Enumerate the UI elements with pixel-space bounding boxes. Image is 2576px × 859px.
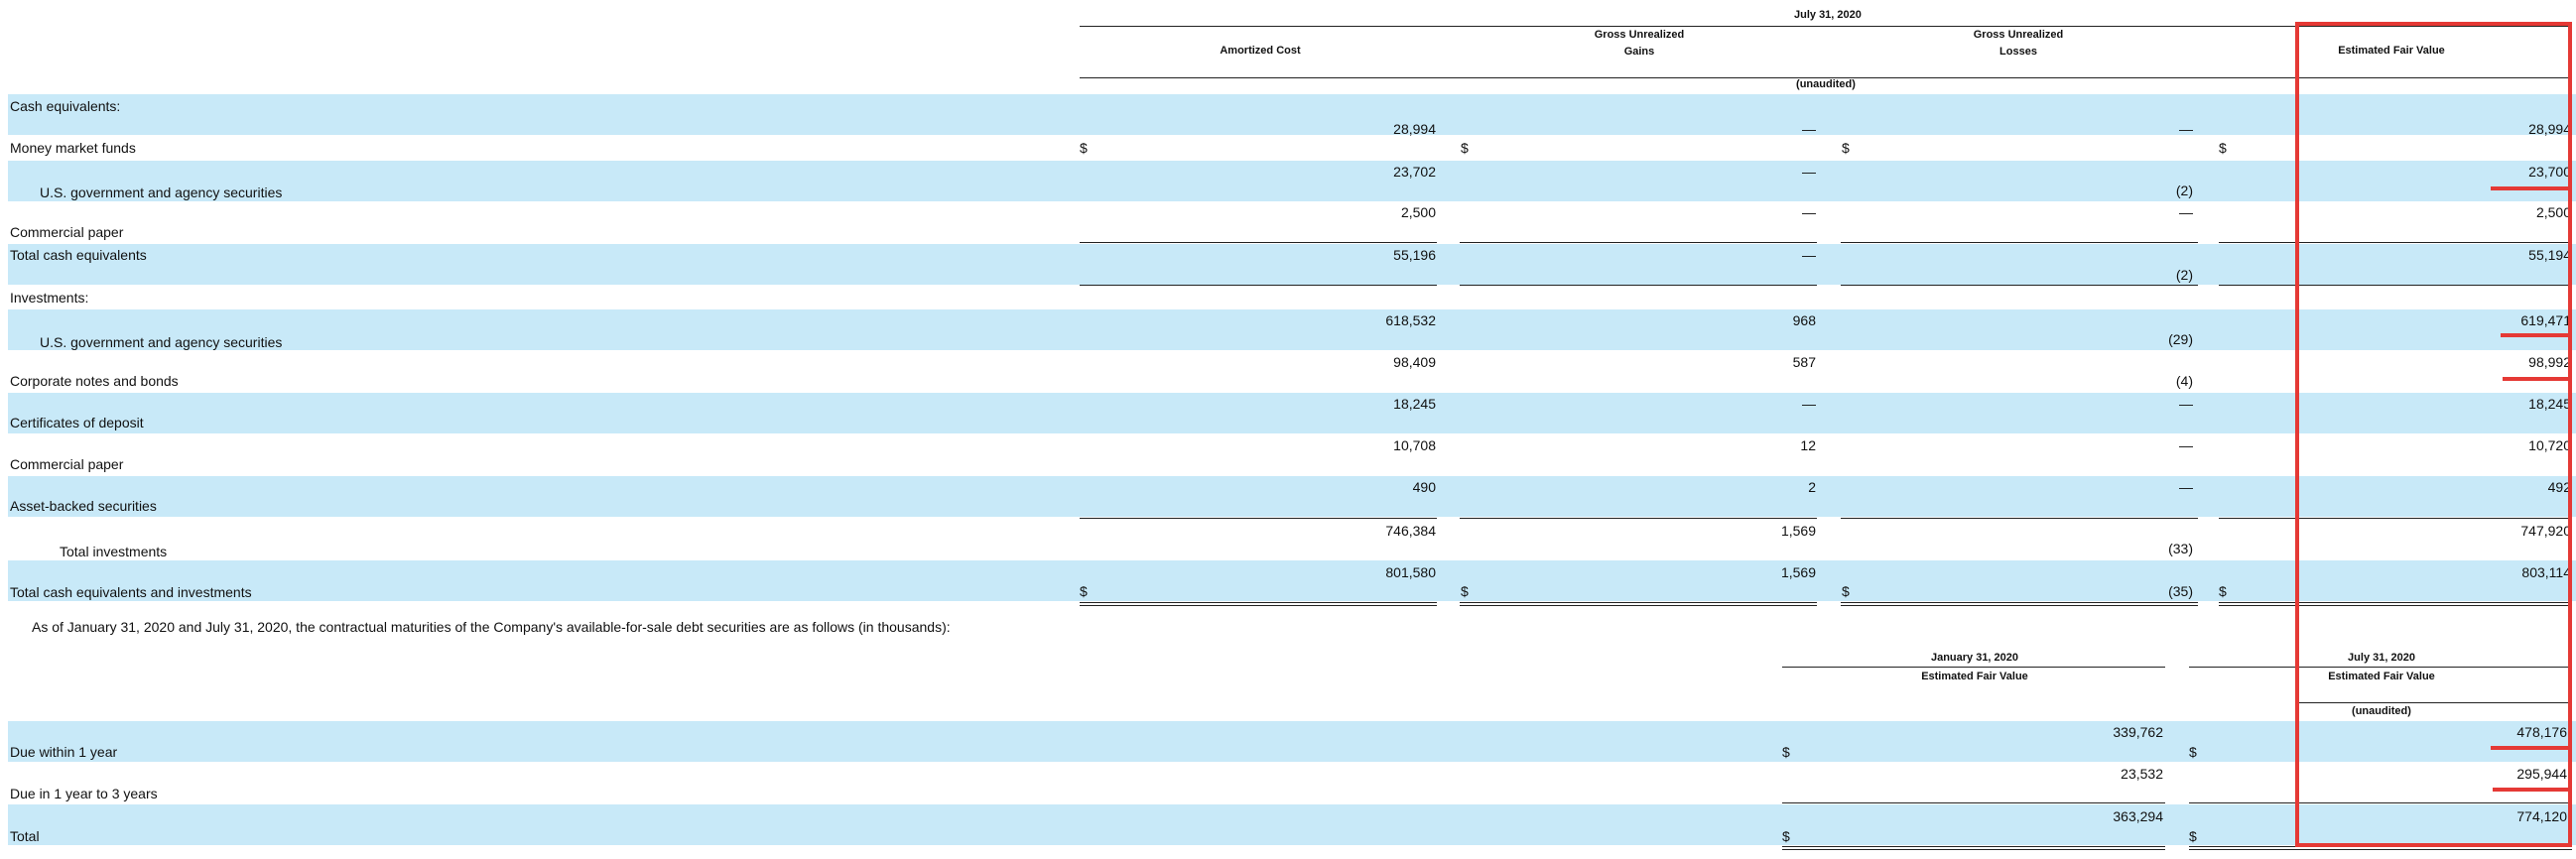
cell-fair-value: 747,920 [2520,523,2571,539]
currency-sign: $ [2189,828,2197,844]
red-underline-mark [2491,746,2572,750]
currency-sign: $ [2219,140,2227,156]
currency-sign: $ [1461,583,1469,599]
cell-fair-value: 23,700 [2528,164,2571,180]
maturity-intro: As of January 31, 2020 and July 31, 2020, the contractual maturities of the Company's available-for-sale debt securities are as follows (in thousands): [32,619,951,635]
currency-sign: $ [1461,140,1469,156]
currency-sign: $ [1080,140,1088,156]
cell-losses: (33) [2168,541,2193,556]
subtotal-line [1841,242,2198,243]
row-label-due-1y: Due within 1 year [10,744,118,760]
cell-fair-value: 619,471 [2520,312,2571,328]
cell-jan-fair: 23,532 [2121,766,2163,782]
row-label-total-all: Total cash equivalents and investments [10,584,252,600]
subtotal-line [1460,242,1817,243]
row-label-cp-cash: Commercial paper [10,224,124,240]
cell-gains: — [1802,121,1816,137]
cell-fair-value: 492 [2547,479,2571,495]
cell-gains: 1,569 [1780,523,1816,539]
cell-amortized: 28,994 [1393,121,1436,137]
cell-jul-fair: 478,176 [2516,724,2567,740]
grand-total-underline [1460,602,1817,606]
cell-amortized: 746,384 [1385,523,1436,539]
total-underline [1841,285,2198,286]
cell-losses: (35) [2168,583,2193,599]
col-header-gains: Gross Unrealized Gains [1594,29,1685,58]
col-header-losses: Gross Unrealized Losses [1973,29,2064,58]
cell-amortized: 2,500 [1400,204,1436,220]
total-underline [1460,285,1817,286]
subtotal-line [1080,242,1437,243]
cell-losses: (4) [2175,373,2193,389]
cell-gains: — [1802,164,1816,180]
currency-sign: $ [1080,583,1088,599]
subtotal-line [1841,518,2198,519]
row-label-money-market: Money market funds [10,140,136,156]
cell-losses: (2) [2175,267,2193,283]
cell-gains: 968 [1792,312,1816,328]
cell-amortized: 490 [1412,479,1436,495]
cell-amortized: 801,580 [1385,564,1436,580]
period-header: July 31, 2020 [1794,9,1862,21]
unaudited-label: (unaudited) [1796,78,1856,90]
subtotal-line [1080,518,1437,519]
cell-gains: 12 [1800,437,1816,453]
maturity-col1-underline [1782,667,2165,668]
section-cash-equivalents: Cash equivalents: [10,98,121,114]
cell-losses: — [2179,437,2193,453]
row-label-total-investments: Total investments [60,544,168,559]
grand-total-underline [1080,602,1437,606]
cell-fair-value: 18,245 [2528,396,2571,412]
cell-gains: 1,569 [1780,564,1816,580]
currency-sign: $ [2219,583,2227,599]
cell-jan-fair: 363,294 [2113,808,2163,824]
col-header-fair-value: Estimated Fair Value [2338,45,2445,57]
cell-amortized: 23,702 [1393,164,1436,180]
row-label-maturity-total: Total [10,828,40,844]
row-label-cd: Certificates of deposit [10,415,144,430]
red-underline-mark [2493,788,2572,792]
cell-jul-fair: 295,944 [2516,766,2567,782]
row-label-usgov-inv: U.S. government and agency securities [40,334,283,350]
grand-total-underline [1782,846,2165,850]
cell-amortized: 55,196 [1393,247,1436,263]
currency-sign: $ [1842,140,1850,156]
currency-sign: $ [1842,583,1850,599]
currency-sign: $ [2189,744,2197,760]
cell-jul-fair: 774,120 [2516,808,2567,824]
cell-fair-value: 55,194 [2528,247,2571,263]
currency-sign: $ [1782,744,1790,760]
cell-fair-value: 10,720 [2528,437,2571,453]
cell-gains: — [1802,396,1816,412]
cell-losses: — [2179,479,2193,495]
cell-fair-value: 28,994 [2528,121,2571,137]
maturity-col2-unaudited: (unaudited) [2352,705,2411,717]
cell-amortized: 18,245 [1393,396,1436,412]
total-underline [1080,285,1437,286]
red-underline-mark [2503,377,2572,381]
fair-value-highlight-box [2295,22,2572,847]
cell-gains: 2 [1808,479,1816,495]
row-label-usgov-cash: U.S. government and agency securities [40,184,283,200]
cell-amortized: 98,409 [1393,354,1436,370]
cell-losses: (29) [2168,331,2193,347]
cell-amortized: 618,532 [1385,312,1436,328]
cell-losses: (2) [2175,183,2193,198]
subtotal-line [1782,802,2165,803]
cell-fair-value: 2,500 [2535,204,2571,220]
grand-total-underline [1841,602,2198,606]
row-label-due-1-3y: Due in 1 year to 3 years [10,786,158,801]
maturity-col1-period: January 31, 2020 [1930,652,2019,664]
cell-fair-value: 98,992 [2528,354,2571,370]
cell-gains: — [1802,204,1816,220]
red-underline-mark [2491,186,2572,190]
maturity-col2-label: Estimated Fair Value [2328,671,2435,682]
row-label-corporate: Corporate notes and bonds [10,373,179,389]
red-underline-mark [2501,333,2572,337]
cell-fair-value: 803,114 [2521,564,2571,580]
section-investments: Investments: [10,290,89,306]
cell-losses: — [2179,121,2193,137]
row-label-abs: Asset-backed securities [10,498,157,514]
row-label-cp-inv: Commercial paper [10,456,124,472]
currency-sign: $ [1782,828,1790,844]
cell-gains: 587 [1792,354,1816,370]
row-label-total-cash: Total cash equivalents [10,247,147,263]
cell-amortized: 10,708 [1393,437,1436,453]
maturity-col2-period: July 31, 2020 [2348,652,2415,664]
subtotal-line [1460,518,1817,519]
cell-losses: — [2179,396,2193,412]
cell-jan-fair: 339,762 [2113,724,2163,740]
col-header-amortized: Amortized Cost [1220,45,1301,57]
cell-losses: — [2179,204,2193,220]
cell-gains: — [1802,247,1816,263]
maturity-col1-label: Estimated Fair Value [1921,671,2028,682]
